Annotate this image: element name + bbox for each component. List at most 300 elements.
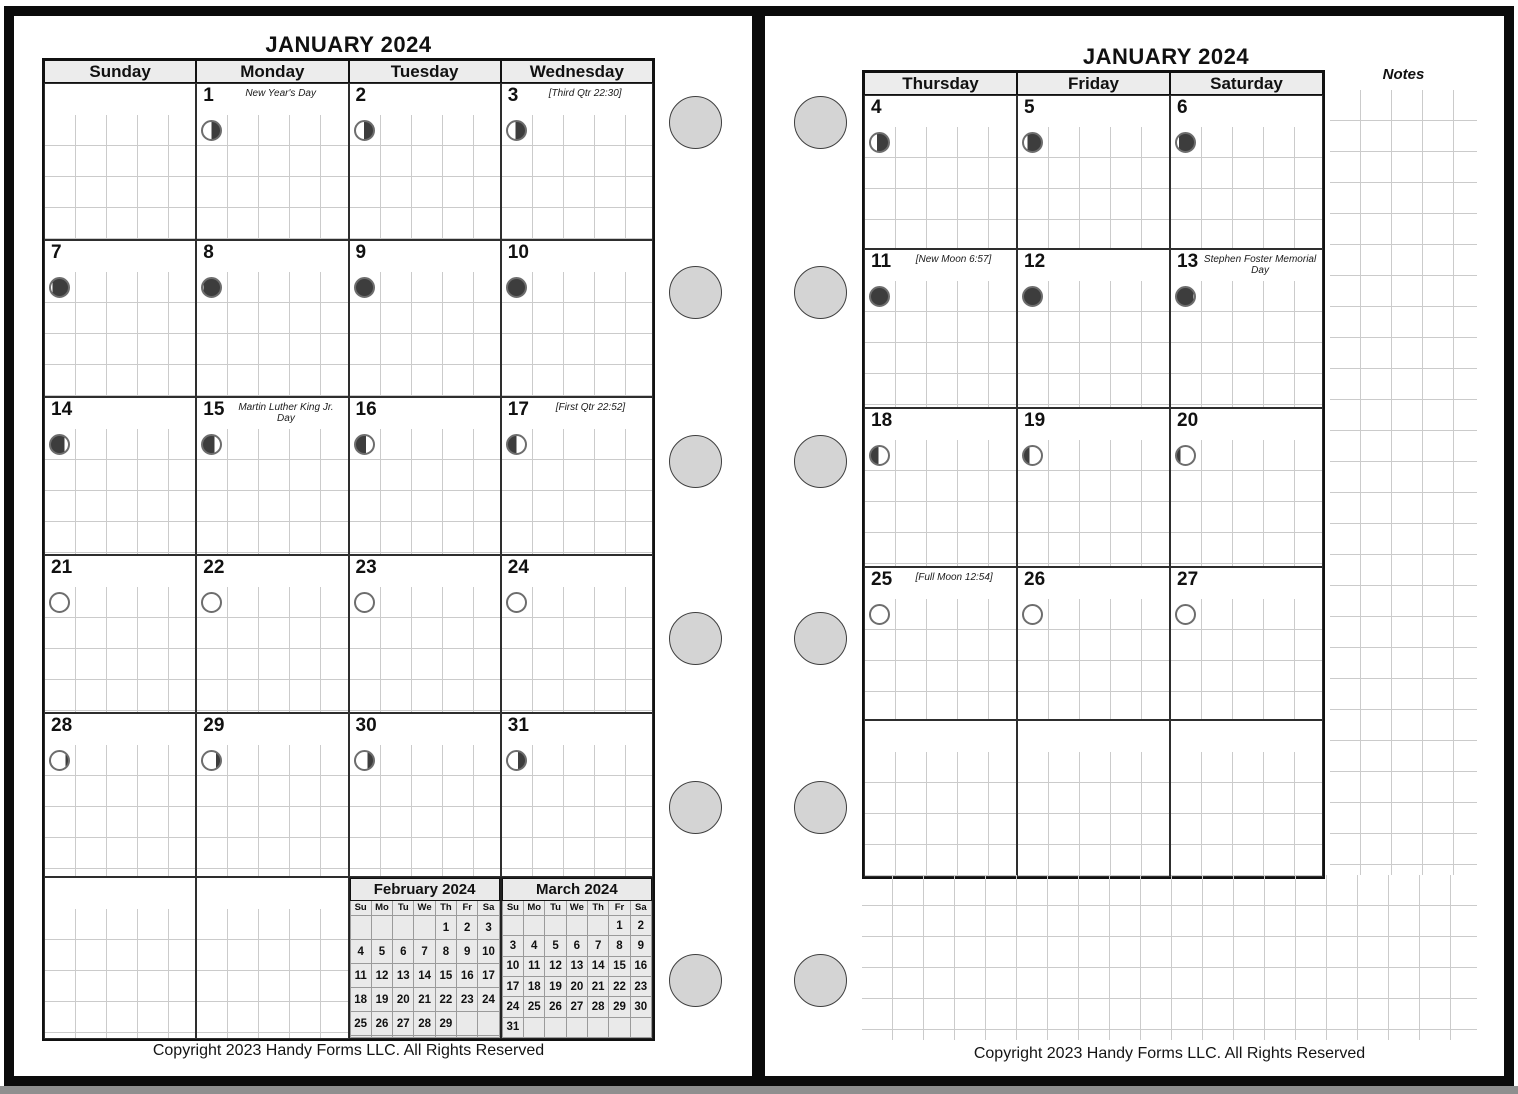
day-writing-area[interactable] [1171,599,1322,719]
mini-day-cell: 15 [609,956,630,976]
right-month-grid [862,70,1325,879]
day-number: 22 [203,557,225,578]
mini-weekday-header: Sa [478,901,499,916]
right-page-bottom-writing-area[interactable] [862,875,1477,1040]
day-number: 2 [355,85,367,106]
mini-weekday-header: Sa [630,901,651,916]
day-cell-28[interactable] [44,713,196,877]
moon-phase-icon [354,120,375,141]
left-month-grid [42,58,655,1041]
mini-day-cell: 4 [524,936,545,956]
moon-phase-icon [354,592,375,613]
day-writing-area[interactable] [350,745,500,876]
mini-weekday-header: Tu [545,901,566,916]
mini-day-cell: 12 [371,964,392,988]
moon-phase-icon [1175,604,1196,625]
day-writing-area[interactable] [502,745,652,876]
mini-weekday-header: Fr [457,901,478,916]
day-band [45,878,195,909]
day-band [1018,721,1169,752]
day-number: 28 [51,715,73,736]
day-number: 7 [51,242,62,263]
day-number: 5 [1024,97,1035,118]
mini-calendar-title: February 2024 [350,879,499,901]
mini-day-cell [393,1036,414,1038]
mini-calendar-table [350,878,500,1038]
day-cell-31[interactable] [501,713,653,877]
binder-hole [669,954,722,1007]
mini-day-cell: 13 [566,956,587,976]
day-writing-area[interactable] [350,587,500,712]
day-band [350,556,500,587]
day-writing-area[interactable] [197,115,347,239]
day-cell-27[interactable] [1170,567,1323,720]
day-writing-area[interactable] [502,115,652,239]
day-band [1171,721,1322,752]
day-band [865,250,1016,281]
moon-phase-icon [49,750,70,771]
day-cell-9[interactable] [349,240,501,397]
day-cell-13[interactable] [1170,249,1323,408]
day-band [350,241,500,272]
day-writing-area[interactable] [1018,752,1169,876]
mini-day-cell: 20 [393,988,414,1012]
mini-day-cell: 7 [588,936,609,956]
moon-phase-icon [869,286,890,307]
mini-day-cell: 5 [545,936,566,956]
day-writing-area[interactable] [45,272,195,396]
mini-day-cell: 22 [609,976,630,996]
moon-phase-icon [201,750,222,771]
mini-day-cell [371,916,392,940]
mini-day-cell: 21 [414,988,435,1012]
day-annotation: [New Moon 6:57] [915,254,992,265]
left-copyright: Copyright 2023 Handy Forms LLC. All Rights Reserved [152,1042,545,1059]
day-number: 20 [1177,410,1199,431]
mini-day-cell [524,1017,545,1037]
mini-day-cell [545,1017,566,1037]
day-number: 16 [355,399,377,420]
day-writing-area[interactable] [1171,440,1322,566]
mini-weekday-header: Mo [371,901,392,916]
frame-right [1504,6,1514,1086]
mini-day-cell: 29 [609,997,630,1017]
moon-phase-icon [201,277,222,298]
day-number: 21 [51,557,73,578]
day-cell-empty[interactable] [44,877,196,1039]
mini-day-cell: 22 [435,988,456,1012]
binder-hole [669,266,722,319]
day-number: 31 [507,715,529,736]
day-cell-8[interactable] [196,240,348,397]
day-number: 17 [507,399,529,420]
day-cell-26[interactable] [1017,567,1170,720]
right-page-title: JANUARY 2024 [1082,44,1250,69]
mini-day-cell [588,916,609,936]
day-cell-22[interactable] [196,555,348,713]
day-writing-area[interactable] [502,429,652,554]
day-writing-area[interactable] [1018,599,1169,719]
day-number: 25 [871,569,893,590]
mini-day-cell [478,1012,499,1036]
day-annotation: [Full Moon 12:54] [915,572,993,583]
day-number: 12 [1024,251,1046,272]
day-band [865,96,1016,127]
mini-day-cell [457,1012,478,1036]
day-number: 30 [355,715,377,736]
day-writing-area[interactable] [1018,440,1169,566]
day-writing-area[interactable] [350,272,500,396]
day-cell-17[interactable] [501,397,653,555]
moon-phase-icon [1022,445,1043,466]
day-number: 19 [1024,410,1046,431]
day-cell-2[interactable] [349,83,501,240]
weekday-header-friday: Friday [1017,72,1170,95]
day-cell-empty[interactable] [1170,720,1323,877]
moon-phase-icon [1175,132,1196,153]
mini-day-cell: 12 [545,956,566,976]
moon-phase-icon [1022,132,1043,153]
moon-phase-icon [506,750,527,771]
moon-phase-icon [869,604,890,625]
day-band [1171,409,1322,440]
day-band [197,556,347,587]
weekday-header-tuesday: Tuesday [349,60,501,83]
day-number: 13 [1177,251,1199,272]
day-cell-empty[interactable] [864,720,1017,877]
mini-day-cell: 7 [414,940,435,964]
mini-day-cell [630,1017,651,1037]
day-cell-24[interactable] [501,555,653,713]
day-band [197,84,347,115]
day-writing-area[interactable] [350,429,500,554]
moon-phase-icon [354,750,375,771]
mini-day-cell: 25 [524,997,545,1017]
mini-day-cell: 17 [502,976,523,996]
mini-day-cell: 16 [630,956,651,976]
day-writing-area[interactable] [197,429,347,554]
mini-day-cell [393,916,414,940]
binder-hole [669,96,722,149]
right-copyright: Copyright 2023 Handy Forms LLC. All Rights Reserved [973,1045,1366,1062]
day-writing-area[interactable] [1171,127,1322,248]
mini-day-cell [502,916,523,936]
day-band [45,241,195,272]
day-band [1018,96,1169,127]
day-band [45,714,195,745]
day-annotation: [First Qtr 22:52] [555,402,626,413]
mini-day-cell: 8 [435,940,456,964]
binder-hole [794,435,847,488]
day-cell-23[interactable] [349,555,501,713]
mini-day-cell: 21 [588,976,609,996]
day-writing-area[interactable] [45,115,195,239]
day-cell-21[interactable] [44,555,196,713]
mini-day-cell: 17 [478,964,499,988]
scan-edge [0,1086,1518,1094]
mini-calendar-title: March 2024 [502,879,651,901]
mini-day-cell [371,1036,392,1038]
day-writing-area[interactable] [45,909,195,1038]
day-band [502,556,652,587]
binder-hole [794,954,847,1007]
day-cell-empty[interactable] [196,877,348,1039]
mini-weekday-header: Su [350,901,371,916]
day-band [45,398,195,429]
mini-day-cell [566,1017,587,1037]
moon-phase-icon [1175,445,1196,466]
moon-phase-icon [869,132,890,153]
day-number: 4 [871,97,882,118]
day-number: 27 [1177,569,1199,590]
day-cell-4[interactable] [864,95,1017,249]
day-band [1171,568,1322,599]
mini-day-cell [566,916,587,936]
moon-phase-icon [506,277,527,298]
mini-day-cell [457,1036,478,1038]
mini-day-cell: 23 [457,988,478,1012]
binder-hole [794,96,847,149]
day-cell-6[interactable] [1170,95,1323,249]
mini-day-cell: 28 [414,1012,435,1036]
mini-day-cell: 3 [502,936,523,956]
day-cell-15[interactable] [196,397,348,555]
binder-hole [669,435,722,488]
day-writing-area[interactable] [45,587,195,712]
weekday-header-sunday: Sunday [44,60,196,83]
mini-day-cell: 2 [457,916,478,940]
day-band [1171,250,1322,281]
mini-day-cell: 9 [630,936,651,956]
day-writing-area[interactable] [1018,281,1169,407]
day-band [1171,96,1322,127]
left-page-title: JANUARY 2024 [265,32,432,57]
binder-hole [669,781,722,834]
mini-weekday-header: Fr [609,901,630,916]
weekday-header-thursday: Thursday [864,72,1017,95]
day-number: 15 [203,399,225,420]
mini-day-cell: 1 [435,916,456,940]
mini-day-cell: 27 [393,1012,414,1036]
day-number: 14 [51,399,73,420]
day-cell-16[interactable] [349,397,501,555]
day-band [350,84,500,115]
mini-day-cell: 27 [566,997,587,1017]
day-number: 3 [507,85,519,106]
day-number: 26 [1024,569,1046,590]
day-number: 10 [507,242,529,263]
day-writing-area[interactable] [865,281,1016,407]
day-writing-area[interactable] [1171,281,1322,407]
day-cell-empty[interactable] [1017,720,1170,877]
moon-phase-icon [201,120,222,141]
moon-phase-icon [869,445,890,466]
mini-weekday-header: Th [435,901,456,916]
day-writing-area[interactable] [1018,127,1169,248]
day-number: 6 [1177,97,1188,118]
day-band [865,409,1016,440]
mini-day-cell: 31 [502,1017,523,1037]
day-cell-18[interactable] [864,408,1017,567]
mini-day-cell: 20 [566,976,587,996]
day-band [502,241,652,272]
mini-day-cell: 14 [414,964,435,988]
day-writing-area[interactable] [865,127,1016,248]
day-cell-5[interactable] [1017,95,1170,249]
day-cell-19[interactable] [1017,408,1170,567]
mini-weekday-header: Mo [524,901,545,916]
day-number: 1 [203,85,214,106]
day-cell-3[interactable] [501,83,653,240]
day-number: 8 [203,242,214,263]
moon-phase-icon [49,434,70,455]
mini-weekday-header: Tu [393,901,414,916]
day-band [45,556,195,587]
mini-day-cell: 1 [609,916,630,936]
day-writing-area[interactable] [502,272,652,396]
day-number: 11 [871,251,892,272]
day-number: 18 [871,410,893,431]
mini-day-cell: 23 [630,976,651,996]
weekday-header-saturday: Saturday [1170,72,1323,95]
mini-day-cell: 19 [545,976,566,996]
moon-phase-icon [506,434,527,455]
day-band [502,84,652,115]
mini-day-cell: 28 [588,997,609,1017]
moon-phase-icon [201,592,222,613]
day-annotation: Stephen Foster Memorial Day [1203,254,1317,276]
mini-day-cell: 4 [350,940,371,964]
moon-phase-icon [1175,286,1196,307]
day-cell-25[interactable] [864,567,1017,720]
mini-calendar-february [349,877,501,1039]
day-writing-area[interactable] [197,745,347,876]
mini-calendar-table [502,878,652,1038]
mini-day-cell [414,1036,435,1038]
day-cell-14[interactable] [44,397,196,555]
day-number: 29 [203,715,225,736]
mini-day-cell: 26 [371,1012,392,1036]
mini-day-cell: 3 [478,916,499,940]
day-writing-area[interactable] [502,587,652,712]
day-band [865,568,1016,599]
day-cell-11[interactable] [864,249,1017,408]
day-cell-20[interactable] [1170,408,1323,567]
day-cell-1[interactable] [196,83,348,240]
day-writing-area[interactable] [1171,752,1322,876]
mini-day-cell [545,916,566,936]
day-band [197,398,347,429]
mini-weekday-header: Th [588,901,609,916]
mini-day-cell [609,1017,630,1037]
mini-day-cell: 11 [524,956,545,976]
day-band [502,714,652,745]
mini-weekday-header: We [414,901,435,916]
mini-day-cell [414,916,435,940]
mini-day-cell [524,916,545,936]
moon-phase-icon [354,277,375,298]
day-cell-29[interactable] [196,713,348,877]
mini-day-cell: 10 [502,956,523,976]
day-writing-area[interactable] [865,440,1016,566]
mini-day-cell: 24 [478,988,499,1012]
mini-day-cell: 15 [435,964,456,988]
binder-hole [794,612,847,665]
mini-day-cell [588,1017,609,1037]
day-writing-area[interactable] [197,587,347,712]
day-annotation: [Third Qtr 22:30] [548,88,622,99]
day-band [197,714,347,745]
mini-day-cell [435,1036,456,1038]
mini-day-cell: 18 [350,988,371,1012]
mini-day-cell: 19 [371,988,392,1012]
mini-day-cell [350,1036,371,1038]
mini-day-cell: 14 [588,956,609,976]
day-cell-empty[interactable] [44,83,196,240]
moon-phase-icon [49,277,70,298]
day-band [865,721,1016,752]
mini-day-cell: 13 [393,964,414,988]
binder-hole [669,612,722,665]
notes-heading: Notes [1382,66,1425,83]
day-annotation: Martin Luther King Jr. Day [238,402,334,424]
day-number: 9 [355,242,367,263]
day-writing-area[interactable] [197,909,347,1038]
mini-day-cell: 6 [566,936,587,956]
binder-hole [794,781,847,834]
moon-phase-icon [1022,604,1043,625]
day-band [197,878,347,909]
mini-day-cell: 30 [630,997,651,1017]
day-band [1018,409,1169,440]
mini-day-cell: 9 [457,940,478,964]
day-band [45,84,195,115]
day-cell-7[interactable] [44,240,196,397]
day-band [1018,250,1169,281]
day-cell-10[interactable] [501,240,653,397]
mini-day-cell: 29 [435,1012,456,1036]
day-writing-area[interactable] [865,752,1016,876]
mini-day-cell: 10 [478,940,499,964]
day-writing-area[interactable] [197,272,347,396]
day-writing-area[interactable] [350,115,500,239]
mini-day-cell: 8 [609,936,630,956]
mini-day-cell: 25 [350,1012,371,1036]
mini-day-cell: 26 [545,997,566,1017]
moon-phase-icon [49,592,70,613]
day-writing-area[interactable] [45,429,195,554]
spine-divider [752,6,765,1086]
day-band [502,398,652,429]
day-writing-area[interactable] [45,745,195,876]
day-writing-area[interactable] [865,599,1016,719]
moon-phase-icon [354,434,375,455]
mini-day-cell: 24 [502,997,523,1017]
weekday-header-wednesday: Wednesday [501,60,653,83]
moon-phase-icon [506,120,527,141]
day-annotation: New Year's Day [245,88,316,99]
day-cell-30[interactable] [349,713,501,877]
day-band [1018,568,1169,599]
mini-day-cell [478,1036,499,1038]
day-cell-12[interactable] [1017,249,1170,408]
mini-day-cell: 5 [371,940,392,964]
day-number: 23 [355,557,377,578]
mini-day-cell: 2 [630,916,651,936]
notes-writing-area[interactable] [1330,90,1477,875]
mini-day-cell: 16 [457,964,478,988]
mini-day-cell [350,916,371,940]
